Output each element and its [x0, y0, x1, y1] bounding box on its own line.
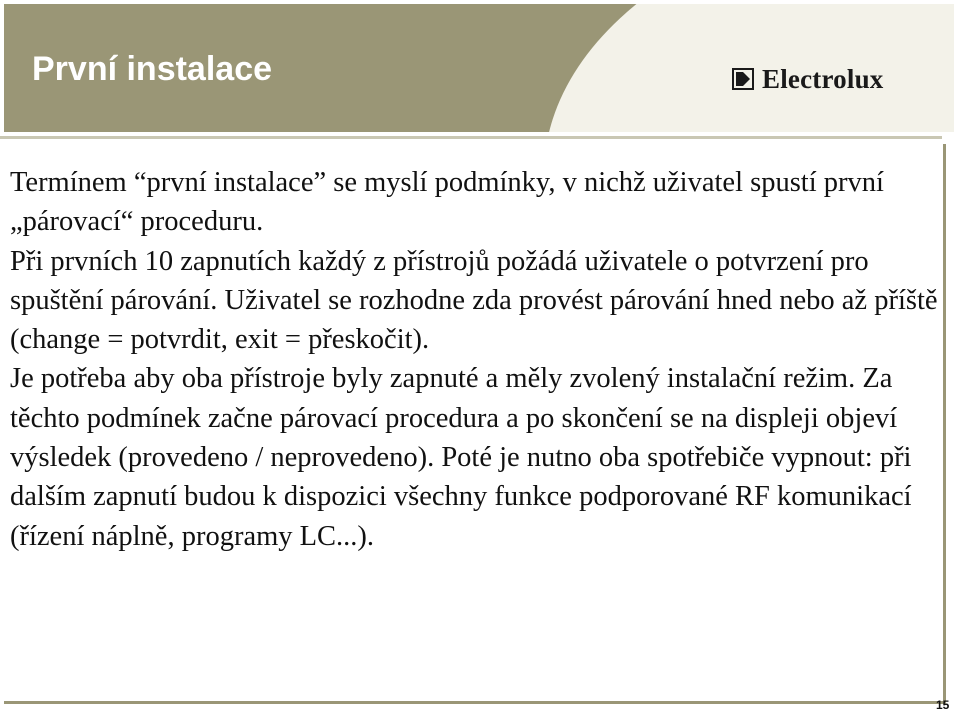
paragraph: Je potřeba aby oba přístroje byly zapnuté a měly zvolený instalační režim. Za těchto podmínek začne párovací procedura a po skončení se na displeji objeví výsledek (provedeno / neprovedeno). Poté je nutno oba spotřebiče vypnout: při dalším zapnutí budou k dispozici všechny funkce podporované RF komunikací (řízení náplně, programy LC...). [10, 363, 912, 552]
page-number: 15 [936, 698, 950, 712]
page-title: První instalace [32, 50, 273, 88]
slide-body [10, 163, 945, 556]
paragraph: Při prvních 10 zapnutích každý z přístrojů požádá uživatele o potvrzení pro spuštění párování. Uživatel se rozhodne zda provést párování hned nebo až příště (change = potvrdit, exit = přeskočit). [10, 245, 938, 356]
logo-wordmark: Electrolux [762, 64, 884, 94]
slide-header [0, 0, 960, 136]
electrolux-logo [732, 64, 883, 94]
electrolux-logo-icon [732, 68, 754, 90]
paragraph: Termínem “první instalace” se myslí podmínky, v nichž uživatel spustí první „párovací“ proceduru. [10, 167, 884, 238]
